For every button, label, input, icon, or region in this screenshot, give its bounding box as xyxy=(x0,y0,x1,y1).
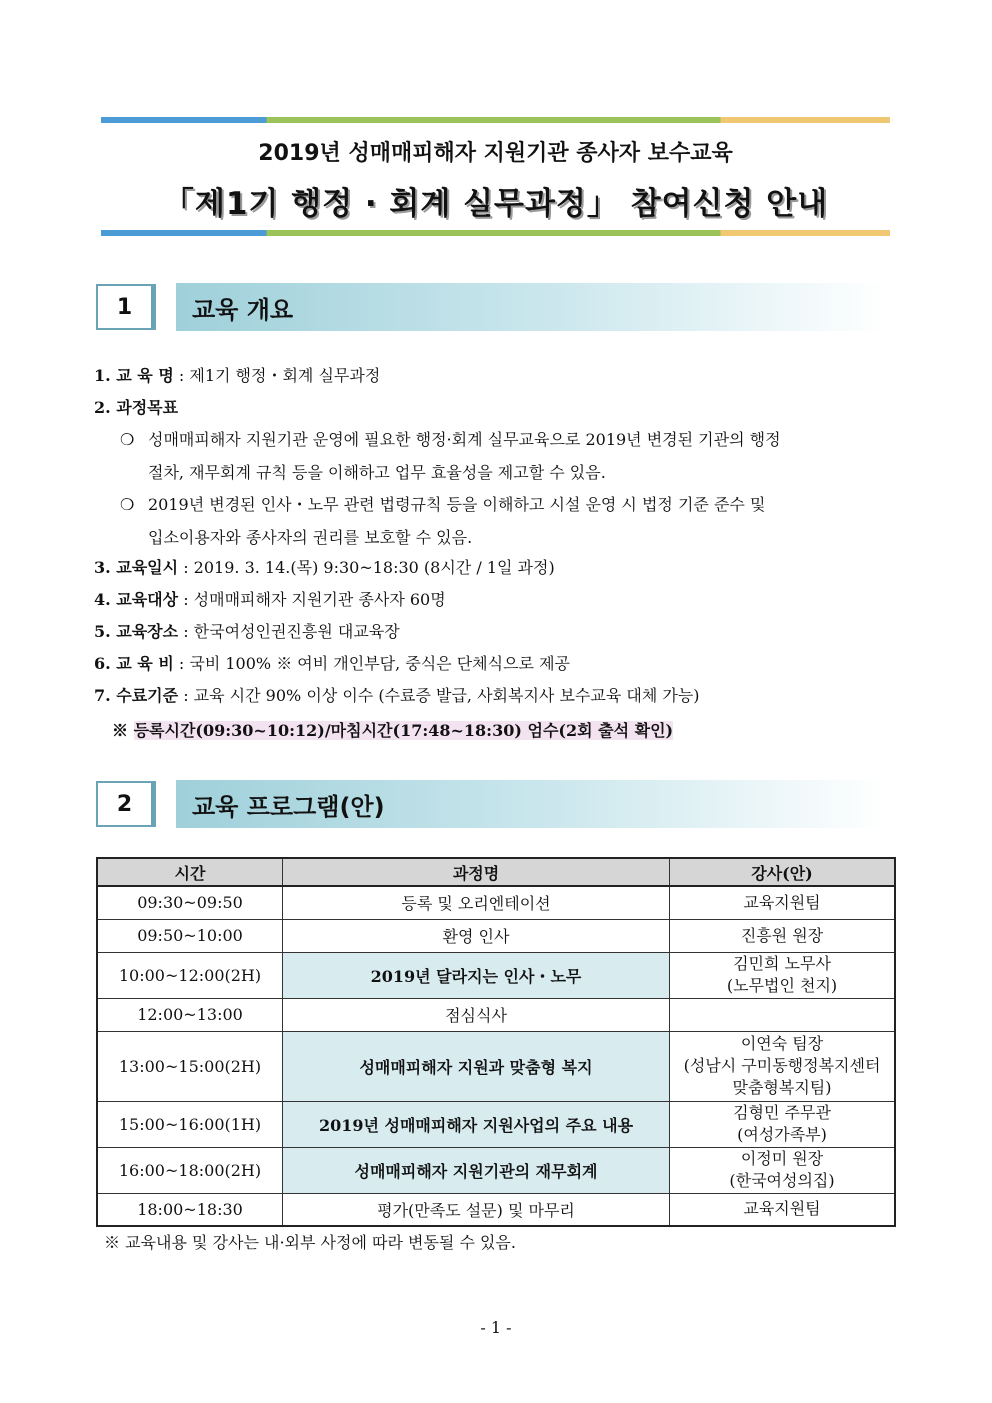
goal-2 xyxy=(120,488,896,554)
item-1-label: 1. 교 육 명 xyxy=(94,366,174,385)
goal-1-line-2: 절차, 재무회계 규칙 등을 이해하고 업무 효율성을 제고할 수 있음. xyxy=(148,463,606,482)
row-instructor: 김민희 노무사 (노무법인 천지) xyxy=(670,952,896,998)
attendance-note xyxy=(112,718,673,741)
title-top-bar xyxy=(101,117,890,123)
bullet-circle-icon: ❍ xyxy=(120,495,135,514)
table-row xyxy=(97,952,895,998)
section-2-number: 2 xyxy=(96,781,156,827)
row-time: 09:50~10:00 xyxy=(97,919,283,952)
document-subtitle: 2019년 성매매피해자 지원기관 종사자 보수교육 xyxy=(258,141,733,166)
overview-item-6 xyxy=(94,654,570,674)
program-footnote: ※ 교육내용 및 강사는 내·외부 사정에 따라 변동될 수 있음. xyxy=(104,1233,516,1252)
overview-item-4 xyxy=(94,590,446,610)
row-time: 15:00~16:00(1H) xyxy=(97,1101,283,1147)
section-2-title: 교육 프로그램(안) xyxy=(176,780,888,828)
overview-item-1 xyxy=(94,366,380,386)
goal-1 xyxy=(120,423,896,489)
overview-item-7 xyxy=(94,686,700,706)
table-row xyxy=(97,998,895,1031)
row-course: 2019년 성매매피해자 지원사업의 주요 내용 xyxy=(283,1101,670,1147)
header-time: 시간 xyxy=(97,858,283,886)
row-time: 12:00~13:00 xyxy=(97,998,283,1031)
goal-2-line-1: 2019년 변경된 인사・노무 관련 법령규칙 등을 이해하고 시설 운영 시 법정 기준 준수 및 xyxy=(148,495,766,514)
row-course: 환영 인사 xyxy=(283,919,670,952)
row-course: 등록 및 오리엔테이션 xyxy=(283,886,670,919)
row-instructor: 이연숙 팀장 (성남시 구미동행정복지센터 맞춤형복지팀) xyxy=(670,1031,896,1101)
table-row xyxy=(97,1101,895,1147)
item-2-label: 2. 과정목표 xyxy=(94,398,179,417)
program-table-body xyxy=(97,886,895,1226)
table-row xyxy=(97,1193,895,1226)
row-instructor: 이정미 원장 (한국여성의집) xyxy=(670,1147,896,1193)
goal-1-line-1: 성매매피해자 지원기관 운영에 필요한 행정·회계 실무교육으로 2019년 변경된 기관의 행정 xyxy=(148,430,781,449)
row-instructor: 교육지원팀 xyxy=(670,1193,896,1226)
row-course: 성매매피해자 지원기관의 재무회계 xyxy=(283,1147,670,1193)
row-instructor: 진흥원 원장 xyxy=(670,919,896,952)
overview-item-2 xyxy=(94,398,178,418)
row-course: 성매매피해자 지원과 맞춤형 복지 xyxy=(283,1031,670,1101)
table-row xyxy=(97,1147,895,1193)
row-time: 16:00~18:00(2H) xyxy=(97,1147,283,1193)
table-row xyxy=(97,886,895,919)
row-instructor: 교육지원팀 xyxy=(670,886,896,919)
note-mark: ※ xyxy=(112,721,129,740)
item-1-value: : 제1기 행정・회계 실무과정 xyxy=(178,366,381,385)
goal-2-line-2: 입소이용자와 종사자의 권리를 보호할 수 있음. xyxy=(148,528,473,547)
overview-item-5 xyxy=(94,622,400,642)
title-bottom-bar xyxy=(101,230,890,236)
item-3-value: : 2019. 3. 14.(목) 9:30~18:30 (8시간 / 1일 과정) xyxy=(183,558,555,577)
item-7-value: : 교육 시간 90% 이상 이수 (수료증 발급, 사회복지사 보수교육 대체 가능) xyxy=(183,686,700,705)
program-table xyxy=(96,857,896,1227)
row-time: 09:30~09:50 xyxy=(97,886,283,919)
table-row xyxy=(97,1031,895,1101)
row-course: 평가(만족도 설문) 및 마무리 xyxy=(283,1193,670,1226)
item-4-value: : 성매매피해자 지원기관 종사자 60명 xyxy=(183,590,446,609)
row-instructor xyxy=(670,998,896,1031)
table-row xyxy=(97,919,895,952)
overview-item-3 xyxy=(94,558,555,578)
item-5-label: 5. 교육장소 xyxy=(94,622,179,641)
attendance-note-text: 등록시간(09:30~10:12)/마침시간(17:48~18:30) 엄수(2회 출석 확인) xyxy=(133,721,674,740)
row-course: 점심식사 xyxy=(283,998,670,1031)
row-time: 10:00~12:00(2H) xyxy=(97,952,283,998)
table-header-row xyxy=(97,858,895,886)
header-course: 과정명 xyxy=(283,858,670,886)
item-7-label: 7. 수료기준 xyxy=(94,686,179,705)
item-6-value: : 국비 100% ※ 여비 개인부담, 중식은 단체식으로 제공 xyxy=(178,654,571,673)
item-6-label: 6. 교 육 비 xyxy=(94,654,174,673)
item-5-value: : 한국여성인권진흥원 대교육장 xyxy=(183,622,400,641)
page-number: - 1 - xyxy=(480,1318,512,1337)
header-instructor: 강사(안) xyxy=(670,858,896,886)
section-1-title: 교육 개요 xyxy=(176,283,888,331)
row-instructor: 김형민 주무관 (여성가족부) xyxy=(670,1101,896,1147)
item-3-label: 3. 교육일시 xyxy=(94,558,179,577)
row-time: 18:00~18:30 xyxy=(97,1193,283,1226)
section-1-number: 1 xyxy=(96,284,156,330)
bullet-circle-icon: ❍ xyxy=(120,430,135,449)
document-title: 「제1기 행정 · 회계 실무과정」 참여신청 안내 xyxy=(162,186,829,222)
item-4-label: 4. 교육대상 xyxy=(94,590,179,609)
row-course: 2019년 달라지는 인사・노무 xyxy=(283,952,670,998)
row-time: 13:00~15:00(2H) xyxy=(97,1031,283,1101)
